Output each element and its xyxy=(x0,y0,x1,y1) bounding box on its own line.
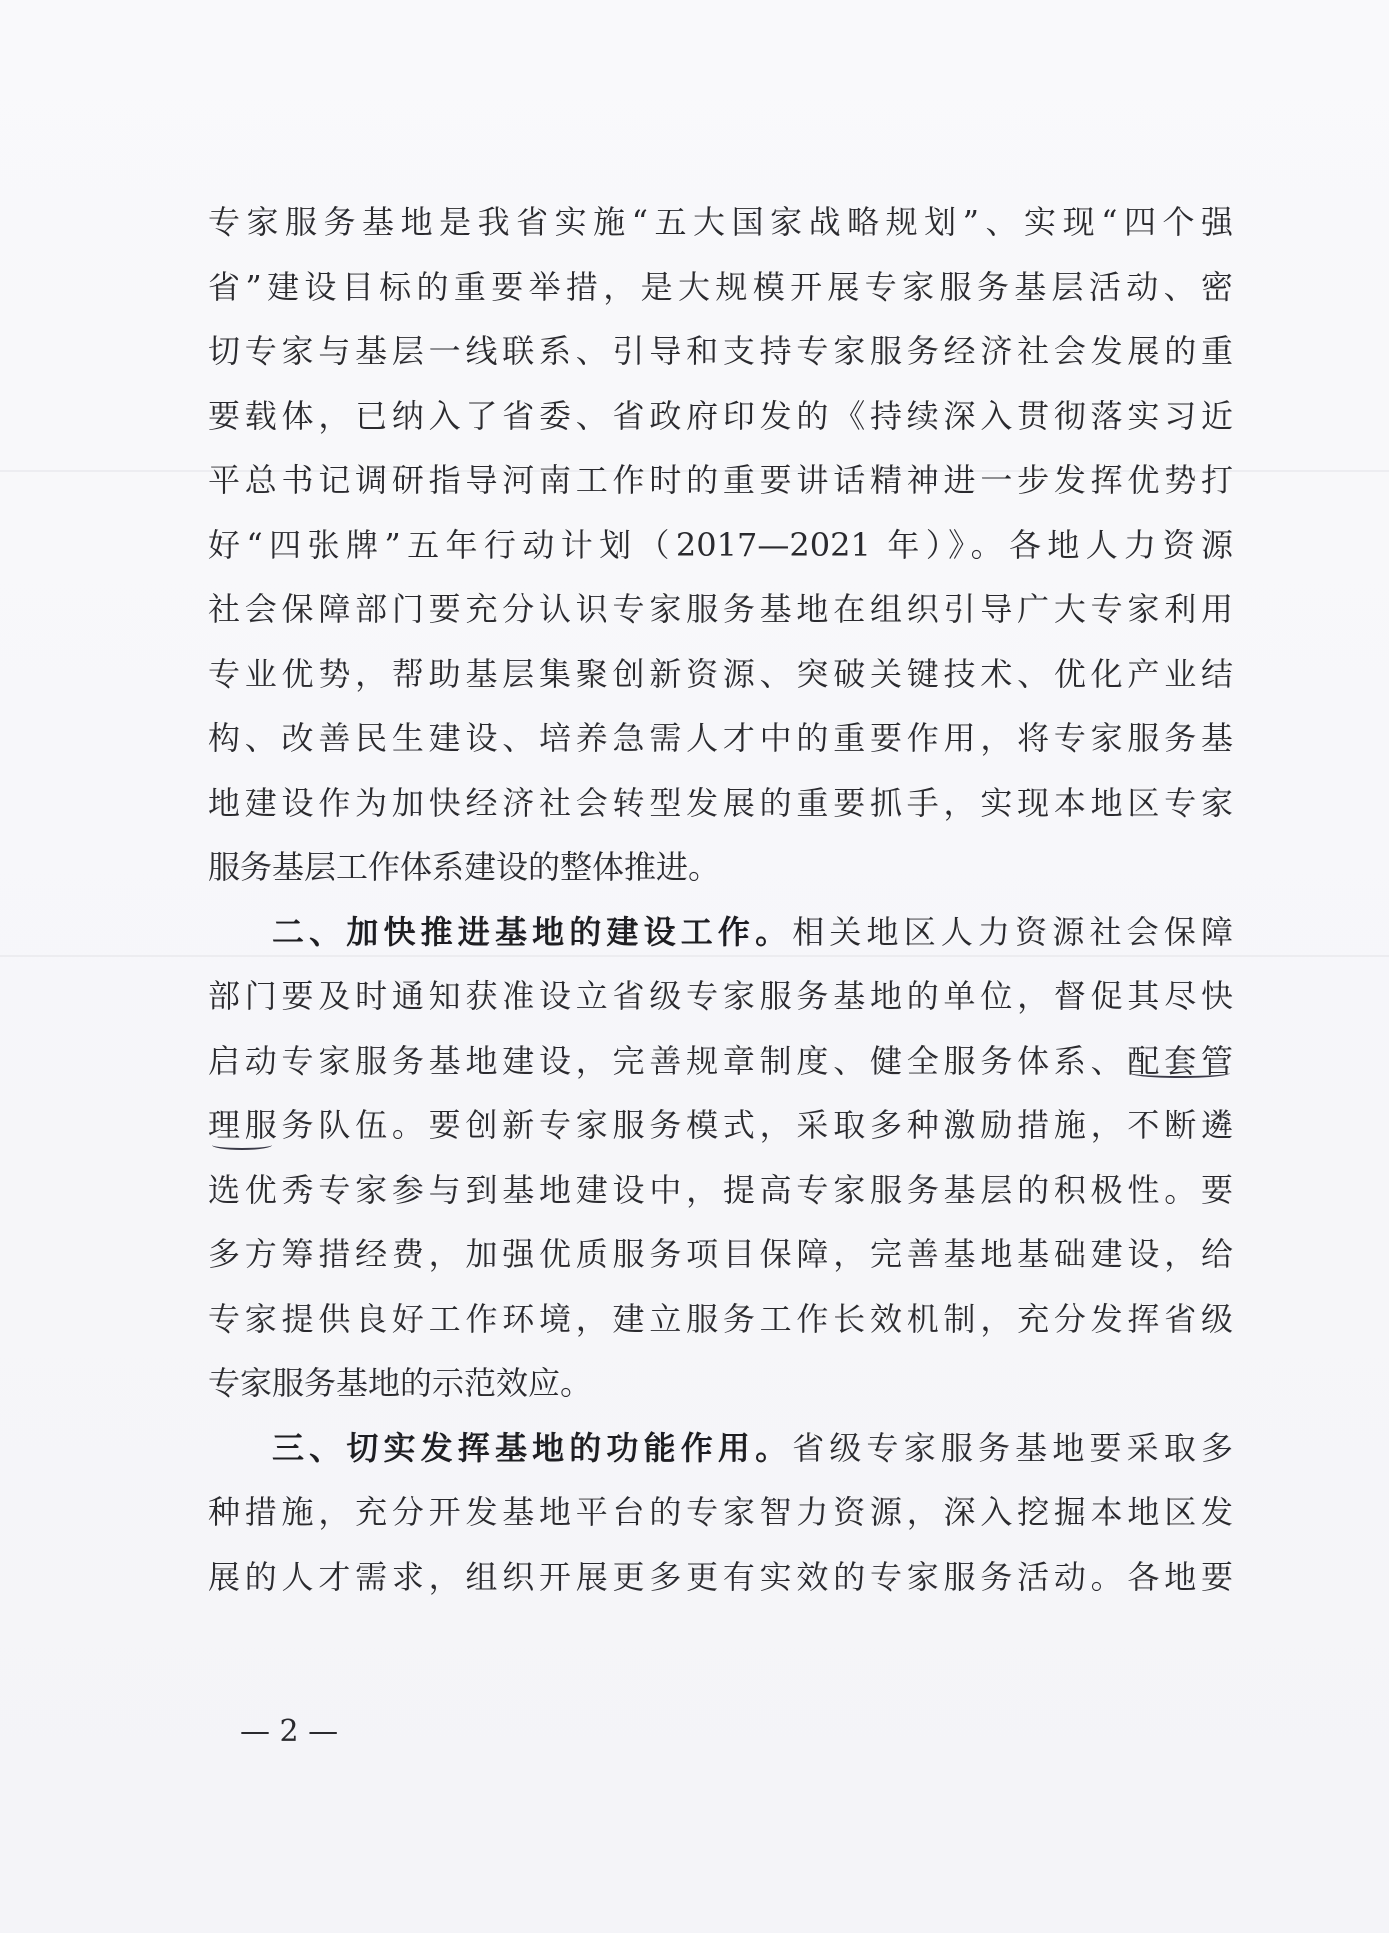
text-line: 种措施，充分开发基地平台的专家智力资源，深入挖掘本地区发 xyxy=(208,1493,1233,1531)
paragraph-1 xyxy=(208,190,1233,900)
section-2-heading: 二、加快推进基地的建设工作。 xyxy=(272,912,793,951)
body-text xyxy=(208,190,1233,1609)
section-2 xyxy=(208,900,1233,1416)
text-line: 专家提供良好工作环境，建立服务工作长效机制，充分发挥省级 xyxy=(208,1299,1233,1338)
page-number: — 2 — xyxy=(240,1714,339,1749)
text-line: 部门要及时通知获准设立省级专家服务基地的单位，督促其尽快 xyxy=(208,977,1233,1015)
handwritten-underline-mark xyxy=(212,1140,272,1150)
text-line: 专业优势，帮助基层集聚创新资源、突破关键技术、优化产业结 xyxy=(208,654,1233,693)
text-line: 切专家与基层一线联系、引导和支持专家服务经济社会发展的重 xyxy=(208,332,1233,370)
text-line: 社会保障部门要充分认识专家服务基地在组织引导广大专家利用 xyxy=(208,590,1233,628)
section-heading-line xyxy=(208,1416,1233,1481)
text-line: 展的人才需求，组织开展更多更有实效的专家服务活动。各地要 xyxy=(208,1557,1233,1596)
section-2-first-line: 相关地区人力资源社会保障 xyxy=(792,912,1233,951)
text-line: 要载体，已纳入了省委、省政府印发的《持续深入贯彻落实习近 xyxy=(208,396,1233,435)
text-line: 多方筹措经费，加强优质服务项目保障，完善基地基础建设，给 xyxy=(208,1235,1233,1273)
text-line: 构、改善民生建设、培养急需人才中的重要作用，将专家服务基 xyxy=(208,719,1233,757)
text-line: 启动专家服务基地建设，完善规章制度、健全服务体系、配套管 xyxy=(208,1041,1233,1080)
text-line: 平总书记调研指导河南工作时的重要讲话精神进一步发挥优势打 xyxy=(208,461,1233,499)
text-line: 理服务队伍。要创新专家服务模式，采取多种激励措施，不断遴 xyxy=(208,1106,1233,1144)
text-line: 服务基层工作体系建设的整体推进。 xyxy=(208,848,721,886)
section-3-first-line: 省级专家服务基地要采取多 xyxy=(792,1428,1233,1467)
text-line: 专家服务基地是我省实施“五大国家战略规划”、实现“四个强 xyxy=(208,203,1233,241)
text-line: 选优秀专家参与到基地建设中，提高专家服务基层的积极性。要 xyxy=(208,1170,1233,1209)
text-line: 省”建设目标的重要举措，是大规模开展专家服务基层活动、密 xyxy=(208,267,1233,306)
section-heading-line xyxy=(208,900,1233,965)
handwritten-underline-mark xyxy=(1130,1068,1230,1078)
section-3-heading: 三、切实发挥基地的功能作用。 xyxy=(272,1428,793,1467)
text-line: 专家服务基地的示范效应。 xyxy=(208,1364,593,1402)
text-line: 地建设作为加快经济社会转型发展的重要抓手，实现本地区专家 xyxy=(208,783,1233,822)
text-line: 好“四张牌”五年行动计划（2017—2021 年）》。各地人力资源 xyxy=(208,525,1233,564)
section-3 xyxy=(208,1416,1233,1610)
